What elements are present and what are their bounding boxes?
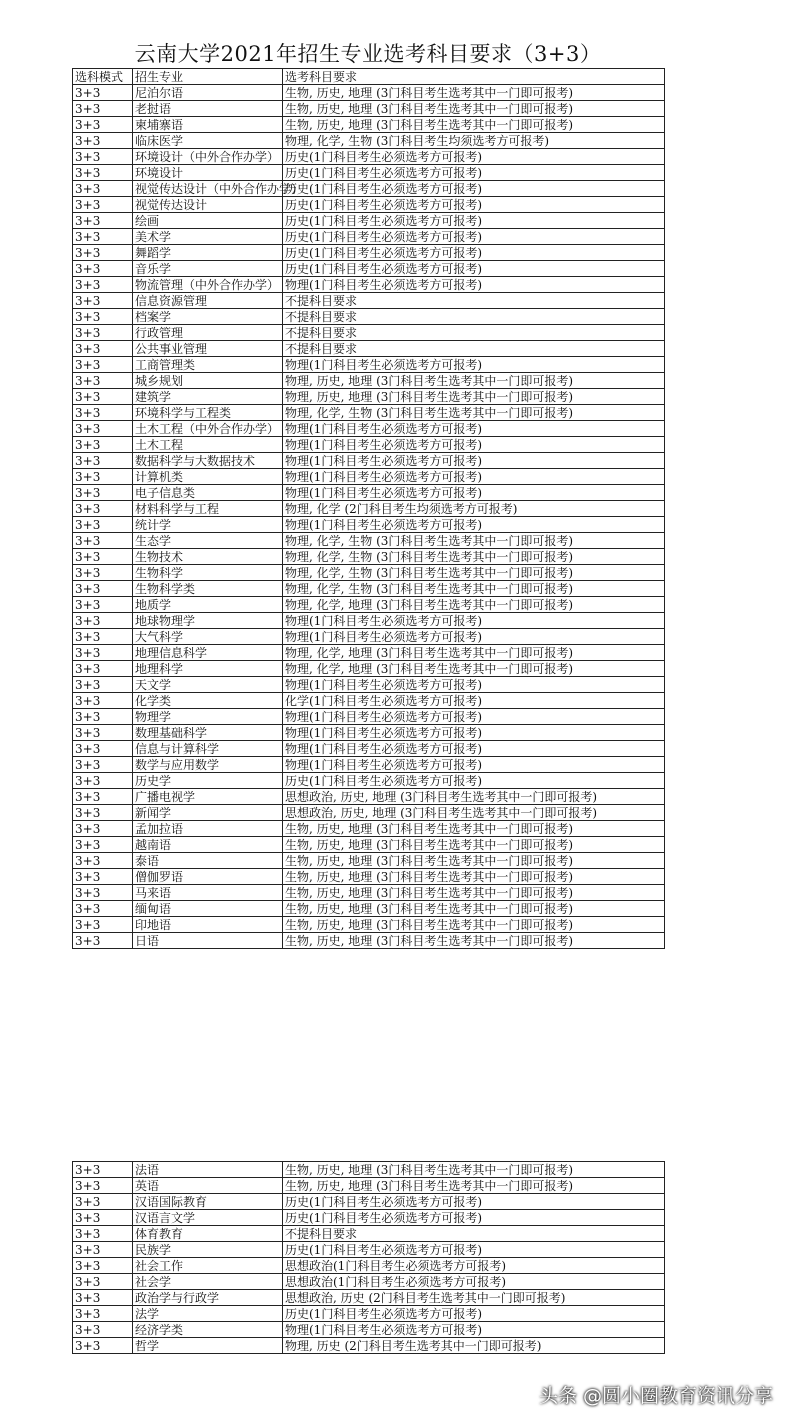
cell-major: 英语 — [133, 1178, 283, 1194]
cell-requirement: 历史(1门科目考生必须选考方可报考) — [283, 213, 665, 229]
cell-mode: 3+3 — [73, 149, 133, 165]
cell-mode: 3+3 — [73, 197, 133, 213]
cell-mode: 3+3 — [73, 101, 133, 117]
cell-mode: 3+3 — [73, 1226, 133, 1242]
cell-requirement: 历史(1门科目考生必须选考方可报考) — [283, 261, 665, 277]
table-row — [73, 117, 665, 133]
cell-requirement: 不提科目要求 — [283, 1226, 665, 1242]
cell-requirement: 思想政治, 历史 (2门科目考生选考其中一门即可报考) — [283, 1290, 665, 1306]
cell-mode: 3+3 — [73, 1242, 133, 1258]
cell-major: 马来语 — [133, 885, 283, 901]
cell-requirement: 物理, 历史 (2门科目考生选考其中一门即可报考) — [283, 1338, 665, 1354]
table-row — [73, 741, 665, 757]
table-row — [73, 293, 665, 309]
cell-requirement: 物理(1门科目考生必须选考方可报考) — [283, 709, 665, 725]
table-row — [73, 1242, 665, 1258]
cell-mode: 3+3 — [73, 773, 133, 789]
cell-mode: 3+3 — [73, 293, 133, 309]
cell-requirement: 历史(1门科目考生必须选考方可报考) — [283, 197, 665, 213]
cell-requirement: 历史(1门科目考生必须选考方可报考) — [283, 1242, 665, 1258]
cell-requirement: 物理(1门科目考生必须选考方可报考) — [283, 613, 665, 629]
cell-mode: 3+3 — [73, 821, 133, 837]
cell-mode: 3+3 — [73, 549, 133, 565]
table-row — [73, 149, 665, 165]
cell-mode: 3+3 — [73, 1338, 133, 1354]
cell-requirement: 物理(1门科目考生必须选考方可报考) — [283, 485, 665, 501]
cell-mode: 3+3 — [73, 741, 133, 757]
table-row — [73, 325, 665, 341]
cell-mode: 3+3 — [73, 533, 133, 549]
cell-mode: 3+3 — [73, 789, 133, 805]
cell-major: 音乐学 — [133, 261, 283, 277]
cell-major: 化学类 — [133, 693, 283, 709]
cell-requirement: 生物, 历史, 地理 (3门科目考生选考其中一门即可报考) — [283, 85, 665, 101]
table-row — [73, 517, 665, 533]
cell-major: 电子信息类 — [133, 485, 283, 501]
cell-mode: 3+3 — [73, 1178, 133, 1194]
table-row — [73, 853, 665, 869]
cell-major: 数理基础科学 — [133, 725, 283, 741]
cell-requirement: 物理(1门科目考生必须选考方可报考) — [283, 453, 665, 469]
cell-mode: 3+3 — [73, 917, 133, 933]
table-row — [73, 357, 665, 373]
cell-requirement: 历史(1门科目考生必须选考方可报考) — [283, 229, 665, 245]
table-row — [73, 533, 665, 549]
cell-mode: 3+3 — [73, 1258, 133, 1274]
table-row — [73, 1258, 665, 1274]
cell-requirement: 物理, 化学, 生物 (3门科目考生选考其中一门即可报考) — [283, 549, 665, 565]
cell-major: 建筑学 — [133, 389, 283, 405]
cell-requirement: 历史(1门科目考生必须选考方可报考) — [283, 165, 665, 181]
cell-mode: 3+3 — [73, 1162, 133, 1178]
cell-major: 临床医学 — [133, 133, 283, 149]
cell-major: 美术学 — [133, 229, 283, 245]
table-row — [73, 1322, 665, 1338]
cell-requirement: 物理, 化学 (2门科目考生均须选考方可报考) — [283, 501, 665, 517]
table-row — [73, 933, 665, 949]
cell-major: 生物科学类 — [133, 581, 283, 597]
table-row — [73, 1194, 665, 1210]
cell-major: 社会学 — [133, 1274, 283, 1290]
cell-mode: 3+3 — [73, 437, 133, 453]
cell-requirement: 物理(1门科目考生必须选考方可报考) — [283, 757, 665, 773]
cell-mode: 3+3 — [73, 181, 133, 197]
table-row — [73, 1210, 665, 1226]
cell-major: 尼泊尔语 — [133, 85, 283, 101]
cell-mode: 3+3 — [73, 725, 133, 741]
cell-mode: 3+3 — [73, 613, 133, 629]
cell-requirement: 思想政治, 历史, 地理 (3门科目考生选考其中一门即可报考) — [283, 805, 665, 821]
cell-major: 材料科学与工程 — [133, 501, 283, 517]
cell-major: 城乡规划 — [133, 373, 283, 389]
table-row — [73, 709, 665, 725]
table-row — [73, 901, 665, 917]
cell-requirement: 生物, 历史, 地理 (3门科目考生选考其中一门即可报考) — [283, 869, 665, 885]
cell-major: 计算机类 — [133, 469, 283, 485]
cell-mode: 3+3 — [73, 597, 133, 613]
cell-major: 法语 — [133, 1162, 283, 1178]
cell-requirement: 物理(1门科目考生必须选考方可报考) — [283, 437, 665, 453]
table-row — [73, 437, 665, 453]
cell-mode: 3+3 — [73, 1306, 133, 1322]
cell-major: 孟加拉语 — [133, 821, 283, 837]
header-cell-major: 招生专业 — [133, 69, 283, 85]
table-row — [73, 581, 665, 597]
table-row — [73, 309, 665, 325]
cell-mode: 3+3 — [73, 709, 133, 725]
cell-major: 哲学 — [133, 1338, 283, 1354]
table-row — [73, 549, 665, 565]
table-row — [73, 1338, 665, 1354]
cell-requirement: 物理(1门科目考生必须选考方可报考) — [283, 277, 665, 293]
cell-requirement: 历史(1门科目考生必须选考方可报考) — [283, 149, 665, 165]
cell-mode: 3+3 — [73, 885, 133, 901]
table-row — [73, 725, 665, 741]
cell-major: 天文学 — [133, 677, 283, 693]
cell-mode: 3+3 — [73, 1194, 133, 1210]
cell-major: 泰语 — [133, 853, 283, 869]
cell-major: 历史学 — [133, 773, 283, 789]
cell-requirement: 思想政治(1门科目考生必须选考方可报考) — [283, 1274, 665, 1290]
cell-requirement: 物理, 化学, 生物 (3门科目考生选考其中一门即可报考) — [283, 565, 665, 581]
cell-mode: 3+3 — [73, 117, 133, 133]
cell-major: 经济学类 — [133, 1322, 283, 1338]
table-row — [73, 629, 665, 645]
cell-major: 工商管理类 — [133, 357, 283, 373]
cell-mode: 3+3 — [73, 645, 133, 661]
cell-requirement: 物理(1门科目考生必须选考方可报考) — [283, 741, 665, 757]
cell-major: 数据科学与大数据技术 — [133, 453, 283, 469]
cell-requirement: 历史(1门科目考生必须选考方可报考) — [283, 1210, 665, 1226]
cell-major: 统计学 — [133, 517, 283, 533]
table-row — [73, 1290, 665, 1306]
cell-major: 汉语言文学 — [133, 1210, 283, 1226]
cell-requirement: 生物, 历史, 地理 (3门科目考生选考其中一门即可报考) — [283, 885, 665, 901]
cell-mode: 3+3 — [73, 389, 133, 405]
table-row — [73, 821, 665, 837]
cell-requirement: 物理(1门科目考生必须选考方可报考) — [283, 629, 665, 645]
cell-major: 公共事业管理 — [133, 341, 283, 357]
cell-mode: 3+3 — [73, 837, 133, 853]
cell-mode: 3+3 — [73, 309, 133, 325]
table-row — [73, 181, 665, 197]
cell-mode: 3+3 — [73, 1322, 133, 1338]
cell-major: 绘画 — [133, 213, 283, 229]
cell-mode: 3+3 — [73, 277, 133, 293]
table-row — [73, 229, 665, 245]
cell-major: 信息与计算科学 — [133, 741, 283, 757]
cell-major: 汉语国际教育 — [133, 1194, 283, 1210]
source-watermark: 头条 @圆小圈教育资讯分享 — [538, 1385, 773, 1407]
cell-requirement: 不提科目要求 — [283, 341, 665, 357]
table-row — [73, 805, 665, 821]
cell-mode: 3+3 — [73, 213, 133, 229]
cell-mode: 3+3 — [73, 357, 133, 373]
table-row — [73, 469, 665, 485]
cell-requirement: 生物, 历史, 地理 (3门科目考生选考其中一门即可报考) — [283, 1162, 665, 1178]
cell-major: 土木工程 — [133, 437, 283, 453]
cell-major: 物流管理（中外合作办学） — [133, 277, 283, 293]
table-row — [73, 789, 665, 805]
cell-major: 生物科学 — [133, 565, 283, 581]
cell-mode: 3+3 — [73, 229, 133, 245]
cell-requirement: 化学(1门科目考生必须选考方可报考) — [283, 693, 665, 709]
cell-mode: 3+3 — [73, 421, 133, 437]
subject-requirements-table — [72, 68, 665, 949]
cell-requirement: 物理(1门科目考生必须选考方可报考) — [283, 677, 665, 693]
cell-mode: 3+3 — [73, 165, 133, 181]
cell-requirement: 物理(1门科目考生必须选考方可报考) — [283, 725, 665, 741]
cell-major: 日语 — [133, 933, 283, 949]
cell-mode: 3+3 — [73, 661, 133, 677]
page-title: 云南大学2021年招生专业选考科目要求（3+3） — [134, 42, 602, 66]
table-row — [73, 261, 665, 277]
cell-requirement: 历史(1门科目考生必须选考方可报考) — [283, 245, 665, 261]
cell-requirement: 生物, 历史, 地理 (3门科目考生选考其中一门即可报考) — [283, 837, 665, 853]
cell-major: 柬埔寨语 — [133, 117, 283, 133]
cell-major: 大气科学 — [133, 629, 283, 645]
cell-major: 体育教育 — [133, 1226, 283, 1242]
cell-major: 僧伽罗语 — [133, 869, 283, 885]
table-row — [73, 869, 665, 885]
table-row — [73, 389, 665, 405]
cell-major: 环境设计（中外合作办学） — [133, 149, 283, 165]
cell-requirement: 历史(1门科目考生必须选考方可报考) — [283, 1194, 665, 1210]
table-row — [73, 501, 665, 517]
cell-requirement: 生物, 历史, 地理 (3门科目考生选考其中一门即可报考) — [283, 901, 665, 917]
cell-mode: 3+3 — [73, 933, 133, 949]
cell-major: 数学与应用数学 — [133, 757, 283, 773]
table-row — [73, 1274, 665, 1290]
table-row — [73, 197, 665, 213]
cell-major: 越南语 — [133, 837, 283, 853]
cell-requirement: 历史(1门科目考生必须选考方可报考) — [283, 181, 665, 197]
table-row — [73, 85, 665, 101]
table-row — [73, 597, 665, 613]
cell-mode: 3+3 — [73, 581, 133, 597]
table-row — [73, 405, 665, 421]
table-row — [73, 165, 665, 181]
table-row — [73, 613, 665, 629]
table-row — [73, 373, 665, 389]
cell-major: 土木工程（中外合作办学） — [133, 421, 283, 437]
cell-mode: 3+3 — [73, 693, 133, 709]
table-row — [73, 101, 665, 117]
table-row — [73, 773, 665, 789]
cell-mode: 3+3 — [73, 901, 133, 917]
table-row — [73, 885, 665, 901]
cell-requirement: 生物, 历史, 地理 (3门科目考生选考其中一门即可报考) — [283, 117, 665, 133]
table-row — [73, 645, 665, 661]
cell-requirement: 生物, 历史, 地理 (3门科目考生选考其中一门即可报考) — [283, 933, 665, 949]
cell-mode: 3+3 — [73, 853, 133, 869]
table-row — [73, 421, 665, 437]
cell-requirement: 生物, 历史, 地理 (3门科目考生选考其中一门即可报考) — [283, 101, 665, 117]
cell-requirement: 物理(1门科目考生必须选考方可报考) — [283, 357, 665, 373]
cell-requirement: 物理(1门科目考生必须选考方可报考) — [283, 469, 665, 485]
cell-requirement: 物理, 化学, 生物 (3门科目考生均须选考方可报考) — [283, 133, 665, 149]
cell-mode: 3+3 — [73, 341, 133, 357]
cell-requirement: 生物, 历史, 地理 (3门科目考生选考其中一门即可报考) — [283, 917, 665, 933]
table-row — [73, 757, 665, 773]
cell-requirement: 物理, 化学, 地理 (3门科目考生选考其中一门即可报考) — [283, 597, 665, 613]
cell-requirement: 生物, 历史, 地理 (3门科目考生选考其中一门即可报考) — [283, 821, 665, 837]
cell-major: 舞蹈学 — [133, 245, 283, 261]
table-row — [73, 1306, 665, 1322]
cell-requirement: 思想政治, 历史, 地理 (3门科目考生选考其中一门即可报考) — [283, 789, 665, 805]
cell-major: 缅甸语 — [133, 901, 283, 917]
cell-mode: 3+3 — [73, 501, 133, 517]
cell-major: 民族学 — [133, 1242, 283, 1258]
cell-mode: 3+3 — [73, 1210, 133, 1226]
header-cell-mode: 选科模式 — [73, 69, 133, 85]
cell-major: 广播电视学 — [133, 789, 283, 805]
cell-mode: 3+3 — [73, 245, 133, 261]
table-header-row — [73, 69, 665, 85]
cell-requirement: 物理, 历史, 地理 (3门科目考生选考其中一门即可报考) — [283, 389, 665, 405]
cell-major: 地质学 — [133, 597, 283, 613]
header-cell-requirement: 选考科目要求 — [283, 69, 665, 85]
cell-mode: 3+3 — [73, 261, 133, 277]
cell-requirement: 物理(1门科目考生必须选考方可报考) — [283, 1322, 665, 1338]
table-row — [73, 677, 665, 693]
cell-requirement: 不提科目要求 — [283, 325, 665, 341]
table-row — [73, 485, 665, 501]
cell-mode: 3+3 — [73, 805, 133, 821]
cell-major: 物理学 — [133, 709, 283, 725]
cell-mode: 3+3 — [73, 373, 133, 389]
cell-requirement: 物理(1门科目考生必须选考方可报考) — [283, 421, 665, 437]
cell-requirement: 物理, 化学, 生物 (3门科目考生选考其中一门即可报考) — [283, 581, 665, 597]
subject-requirements-table-continued — [72, 1161, 665, 1354]
cell-major: 新闻学 — [133, 805, 283, 821]
cell-requirement: 不提科目要求 — [283, 309, 665, 325]
cell-requirement: 物理, 化学, 生物 (3门科目考生选考其中一门即可报考) — [283, 405, 665, 421]
cell-major: 社会工作 — [133, 1258, 283, 1274]
cell-mode: 3+3 — [73, 485, 133, 501]
table-row — [73, 277, 665, 293]
cell-requirement: 生物, 历史, 地理 (3门科目考生选考其中一门即可报考) — [283, 853, 665, 869]
cell-requirement: 物理, 化学, 地理 (3门科目考生选考其中一门即可报考) — [283, 645, 665, 661]
cell-requirement: 历史(1门科目考生必须选考方可报考) — [283, 773, 665, 789]
table-row — [73, 837, 665, 853]
cell-major: 环境科学与工程类 — [133, 405, 283, 421]
cell-mode: 3+3 — [73, 85, 133, 101]
table-row — [73, 565, 665, 581]
cell-major: 老挝语 — [133, 101, 283, 117]
cell-major: 法学 — [133, 1306, 283, 1322]
cell-requirement: 物理, 化学, 地理 (3门科目考生选考其中一门即可报考) — [283, 661, 665, 677]
cell-major: 行政管理 — [133, 325, 283, 341]
cell-mode: 3+3 — [73, 133, 133, 149]
table-row — [73, 133, 665, 149]
cell-requirement: 物理, 历史, 地理 (3门科目考生选考其中一门即可报考) — [283, 373, 665, 389]
cell-mode: 3+3 — [73, 565, 133, 581]
cell-requirement: 历史(1门科目考生必须选考方可报考) — [283, 1306, 665, 1322]
cell-mode: 3+3 — [73, 405, 133, 421]
cell-mode: 3+3 — [73, 1274, 133, 1290]
cell-mode: 3+3 — [73, 1290, 133, 1306]
cell-mode: 3+3 — [73, 629, 133, 645]
cell-mode: 3+3 — [73, 517, 133, 533]
cell-requirement: 生物, 历史, 地理 (3门科目考生选考其中一门即可报考) — [283, 1178, 665, 1194]
cell-major: 地球物理学 — [133, 613, 283, 629]
table-row — [73, 661, 665, 677]
cell-major: 生物技术 — [133, 549, 283, 565]
cell-major: 信息资源管理 — [133, 293, 283, 309]
cell-major: 地理科学 — [133, 661, 283, 677]
cell-requirement: 物理, 化学, 生物 (3门科目考生选考其中一门即可报考) — [283, 533, 665, 549]
cell-major: 地理信息科学 — [133, 645, 283, 661]
cell-mode: 3+3 — [73, 869, 133, 885]
cell-major: 档案学 — [133, 309, 283, 325]
table-row — [73, 1178, 665, 1194]
cell-major: 视觉传达设计（中外合作办学） — [133, 181, 283, 197]
cell-mode: 3+3 — [73, 325, 133, 341]
table-row — [73, 1162, 665, 1178]
cell-mode: 3+3 — [73, 469, 133, 485]
table-row — [73, 1226, 665, 1242]
cell-major: 环境设计 — [133, 165, 283, 181]
cell-major: 印地语 — [133, 917, 283, 933]
cell-major: 生态学 — [133, 533, 283, 549]
cell-mode: 3+3 — [73, 677, 133, 693]
table-row — [73, 453, 665, 469]
cell-requirement: 物理(1门科目考生必须选考方可报考) — [283, 517, 665, 533]
cell-mode: 3+3 — [73, 453, 133, 469]
table-row — [73, 917, 665, 933]
cell-requirement: 思想政治(1门科目考生必须选考方可报考) — [283, 1258, 665, 1274]
table-row — [73, 693, 665, 709]
table-row — [73, 245, 665, 261]
cell-major: 政治学与行政学 — [133, 1290, 283, 1306]
cell-major: 视觉传达设计 — [133, 197, 283, 213]
cell-mode: 3+3 — [73, 757, 133, 773]
cell-requirement: 不提科目要求 — [283, 293, 665, 309]
table-row — [73, 213, 665, 229]
table-row — [73, 341, 665, 357]
